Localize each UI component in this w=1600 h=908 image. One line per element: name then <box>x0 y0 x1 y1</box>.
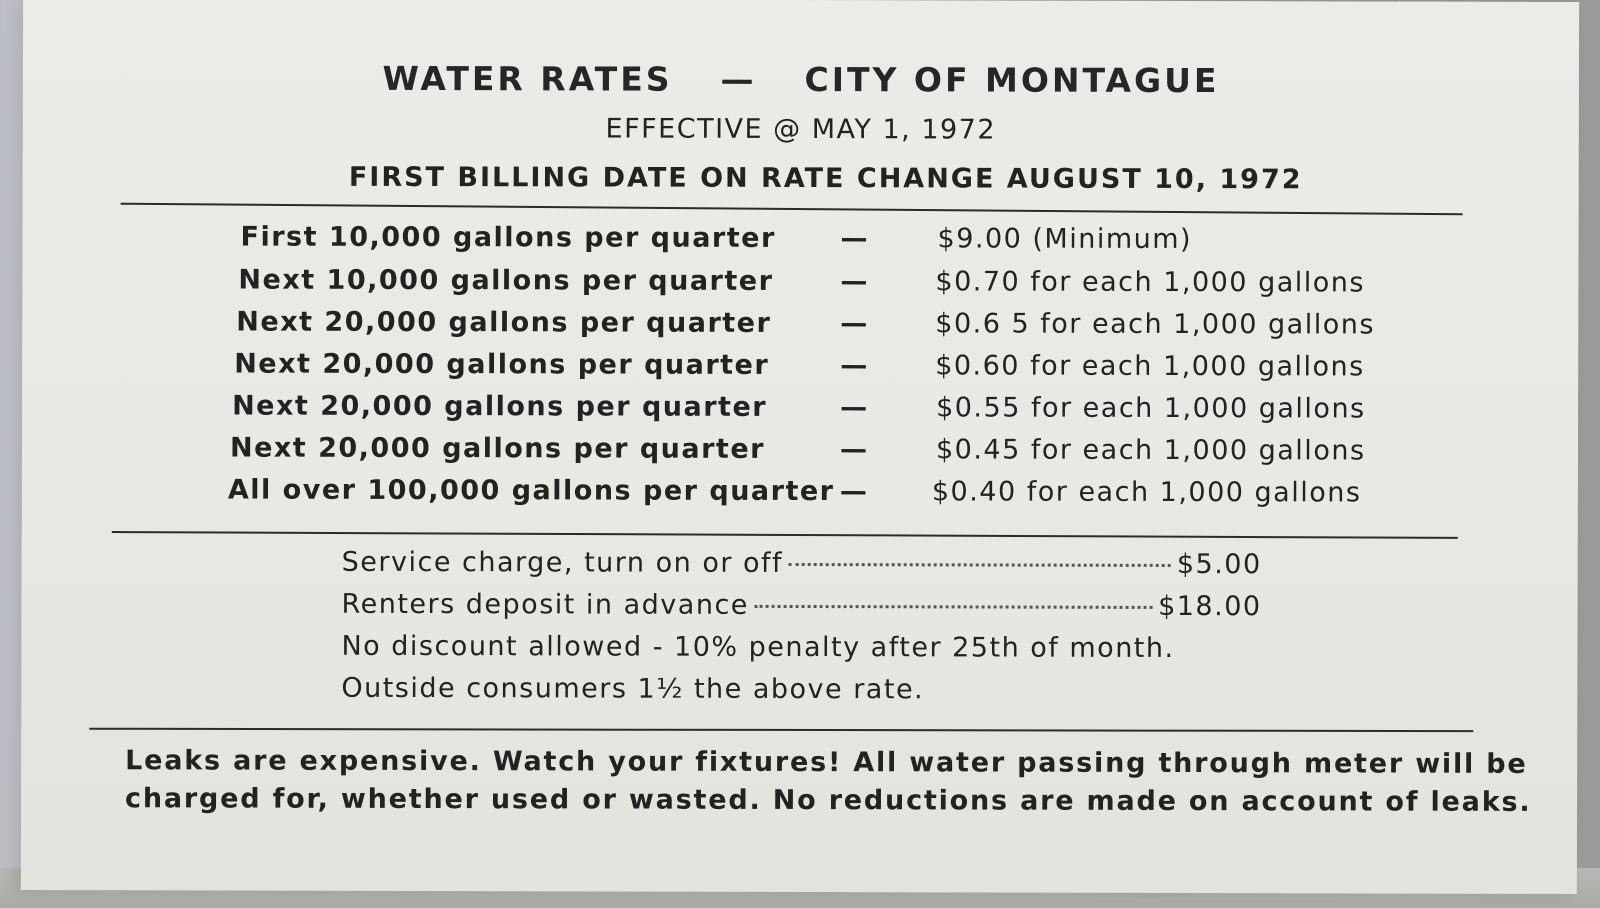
rate-quantity: Next 20,000 gallons per quarter <box>229 432 766 465</box>
dotted-leader <box>789 563 1171 567</box>
rate-price: $0.45 for each 1,000 gallons <box>935 434 1366 467</box>
rate-separator: — <box>839 476 869 508</box>
rate-price: $0.60 for each 1,000 gallons <box>935 350 1365 383</box>
outside-consumers-note: Outside consumers 1½ the above rate. <box>341 672 925 706</box>
rate-separator: — <box>840 308 869 340</box>
rate-quantity: Next 20,000 gallons per quarter <box>236 306 772 339</box>
renters-deposit-line <box>342 589 1262 633</box>
rate-price: $0.70 for each 1,000 gallons <box>935 266 1366 299</box>
rate-separator: — <box>839 434 869 466</box>
leak-warning-line: charged for, whether used or wasted. No reductions are made on account of leaks. <box>125 783 1532 818</box>
first-billing-date: FIRST BILLING DATE ON RATE CHANGE AUGUST 10, 1972 <box>348 161 1303 196</box>
rate-card <box>21 0 1579 894</box>
rate-quantity: All over 100,000 gallons per quarter <box>227 474 835 508</box>
title-water-rates: WATER RATES <box>382 58 673 99</box>
rate-price: $0.55 for each 1,000 gallons <box>936 392 1366 425</box>
charge-amount: $5.00 <box>1176 548 1262 581</box>
title-city: CITY OF MONTAGUE <box>804 60 1220 101</box>
rate-quantity: First 10,000 gallons per quarter <box>240 221 776 254</box>
rate-price: $0.6 5 for each 1,000 gallons <box>935 308 1375 341</box>
title-dash: — <box>720 59 757 99</box>
rate-quantity: Next 10,000 gallons per quarter <box>238 264 774 297</box>
charges-section <box>341 547 1261 717</box>
effective-date: EFFECTIVE @ MAY 1, 1972 <box>605 113 997 146</box>
service-charge-line <box>342 547 1262 591</box>
rate-separator: — <box>840 223 870 255</box>
leak-warning-line: Leaks are expensive. Watch your fixtures! All water passing through meter will be <box>125 745 1528 780</box>
penalty-note: No discount allowed - 10% penalty after 25th of month. <box>341 630 1175 664</box>
charge-amount: $18.00 <box>1158 590 1262 623</box>
rate-table <box>22 0 1579 542</box>
rate-price: $0.40 for each 1,000 gallons <box>931 476 1362 509</box>
dotted-leader <box>755 605 1152 609</box>
rate-price: $9.00 (Minimum) <box>937 223 1193 256</box>
rate-separator: — <box>840 350 869 382</box>
charge-label: Service charge, turn on or off <box>341 546 784 579</box>
rate-quantity: Next 20,000 gallons per quarter <box>234 348 770 381</box>
divider-bottom <box>89 728 1473 732</box>
rate-separator: — <box>840 392 869 424</box>
charge-label: Renters deposit in advance <box>341 588 749 621</box>
leak-warning <box>125 742 1532 821</box>
rate-quantity: Next 20,000 gallons per quarter <box>232 390 768 423</box>
rate-separator: — <box>840 266 869 298</box>
